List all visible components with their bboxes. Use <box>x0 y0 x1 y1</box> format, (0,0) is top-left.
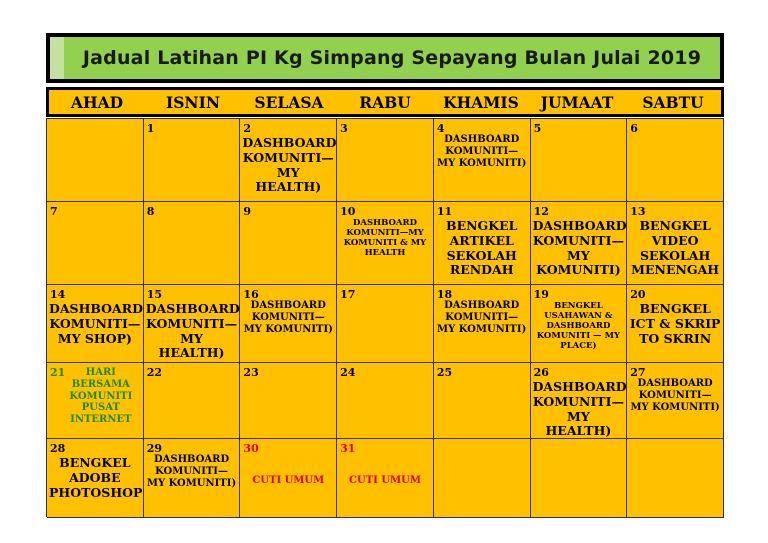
day-number: 28 <box>50 442 66 455</box>
calendar-cell <box>240 202 337 285</box>
calendar-cell <box>531 363 628 439</box>
day-number: 27 <box>630 366 646 379</box>
calendar-cell <box>240 119 337 202</box>
calendar-cell <box>144 202 241 285</box>
day-number: 6 <box>630 122 638 135</box>
calendar-cell <box>47 363 144 439</box>
day-number: 11 <box>436 205 453 218</box>
day-number: 29 <box>146 442 163 455</box>
calendar-cell <box>47 202 144 285</box>
day-number: 10 <box>340 205 356 218</box>
day-number: 4 <box>436 122 445 135</box>
day-number: 13 <box>630 205 646 218</box>
day-number: 18 <box>436 288 453 301</box>
calendar-cell <box>434 119 531 202</box>
weekday-friday: JUMAAT <box>529 90 625 114</box>
title-banner <box>46 33 724 83</box>
day-number: 17 <box>340 288 356 301</box>
event-text: BENGKEL ARTIKEL SEKOLAH RENDAH <box>446 218 518 278</box>
event-text: DASHBOARD KOMUNITI— MY KOMUNITI) <box>437 300 527 335</box>
event-text: DASHBOARD KOMUNITI— MY KOMUNITI) <box>630 378 720 413</box>
holiday-text: CUTI UMUM <box>252 475 325 486</box>
calendar-cell-empty <box>434 439 531 518</box>
calendar-cell <box>240 439 337 518</box>
title-inner <box>50 37 720 79</box>
calendar-cell-empty <box>531 439 628 518</box>
calendar-cell <box>627 119 724 202</box>
day-number: 26 <box>533 366 549 379</box>
day-number: 8 <box>146 205 155 218</box>
event-text: DASHBOARD KOMUNITI— MY SHOP) <box>49 301 143 346</box>
event-text: DASHBOARD KOMUNITI— MY HEALTH) <box>145 301 240 361</box>
day-number: 9 <box>243 205 252 218</box>
calendar-cell <box>337 439 434 518</box>
day-number: 2 <box>243 122 252 135</box>
day-number: 30 <box>243 442 259 455</box>
day-number: 7 <box>50 205 58 218</box>
calendar-cell <box>240 285 337 363</box>
event-text: DASHBOARD KOMUNITI— MY KOMUNITI) <box>146 454 237 489</box>
event-text: BENGKEL VIDEO SEKOLAH MENENGAH <box>631 218 720 278</box>
calendar-cell <box>531 119 628 202</box>
calendar-cell-empty <box>47 119 144 202</box>
calendar-cell <box>627 202 724 285</box>
calendar-cell <box>531 202 628 285</box>
calendar-cell <box>434 285 531 363</box>
calendar-cell-empty <box>627 439 724 518</box>
holiday-text: CUTI UMUM <box>349 475 421 486</box>
calendar-grid <box>46 118 724 517</box>
day-number: 12 <box>533 205 549 218</box>
calendar-cell <box>434 363 531 439</box>
day-number: 14 <box>50 288 66 301</box>
calendar-cell <box>337 285 434 363</box>
day-number: 31 <box>340 442 356 455</box>
day-number: 5 <box>533 122 542 135</box>
event-text: DASHBOARD KOMUNITI—MY KOMUNITI & MY HEALTH <box>343 218 427 259</box>
event-text: DASHBOARD KOMUNITI— MY KOMUNITI) <box>532 218 627 278</box>
calendar-cell <box>627 285 724 363</box>
calendar-cell <box>144 119 241 202</box>
event-text: HARI BERSAMA KOMUNITI PUSAT INTERNET <box>69 367 133 426</box>
weekday-wednesday: RABU <box>337 90 433 114</box>
event-text: BENGKEL ADOBE PHOTOSHOP <box>49 455 143 500</box>
day-number: 22 <box>146 366 163 379</box>
calendar-cell <box>47 285 144 363</box>
calendar-cell <box>337 202 434 285</box>
calendar-cell <box>144 363 241 439</box>
calendar-cell <box>47 439 144 518</box>
calendar-cell <box>627 363 724 439</box>
day-number: 20 <box>630 288 646 301</box>
calendar-cell <box>144 439 241 518</box>
event-text: BENGKEL USAHAWAN & DASHBOARD KOMUNITI — MY PLACE) <box>536 301 621 352</box>
calendar-cell <box>434 202 531 285</box>
day-number: 24 <box>340 366 356 379</box>
weekday-monday: ISNIN <box>145 90 241 114</box>
event-text: BENGKEL ICT & SKRIP TO SKRIN <box>629 301 721 346</box>
weekday-header <box>46 87 724 117</box>
day-number: 3 <box>340 122 348 135</box>
weekday-sunday: AHAD <box>49 90 145 114</box>
event-text: DASHBOARD KOMUNITI— MY HEALTH) <box>532 379 627 439</box>
day-number: 1 <box>146 122 155 135</box>
day-number: 23 <box>243 366 259 379</box>
calendar-cell <box>337 119 434 202</box>
event-text: DASHBOARD KOMUNITI— MY HEALTH) <box>242 135 337 195</box>
day-number: 19 <box>533 288 549 301</box>
weekday-thursday: KHAMIS <box>433 90 529 114</box>
day-number: 21 <box>50 366 66 379</box>
weekday-saturday: SABTU <box>625 90 721 114</box>
calendar-cell <box>531 285 628 363</box>
day-number: 25 <box>436 366 453 379</box>
page-title: Jadual Latihan PI Kg Simpang Sepayang Bulan Julai 2019 <box>82 47 702 69</box>
day-number: 16 <box>243 288 259 301</box>
weekday-tuesday: SELASA <box>241 90 337 114</box>
day-number: 15 <box>146 288 163 301</box>
event-text: DASHBOARD KOMUNITI— MY KOMUNITI) <box>243 300 333 335</box>
calendar-cell <box>240 363 337 439</box>
event-text: DASHBOARD KOMUNITI— MY KOMUNITI) <box>437 134 527 169</box>
calendar-cell <box>144 285 241 363</box>
calendar-cell <box>337 363 434 439</box>
